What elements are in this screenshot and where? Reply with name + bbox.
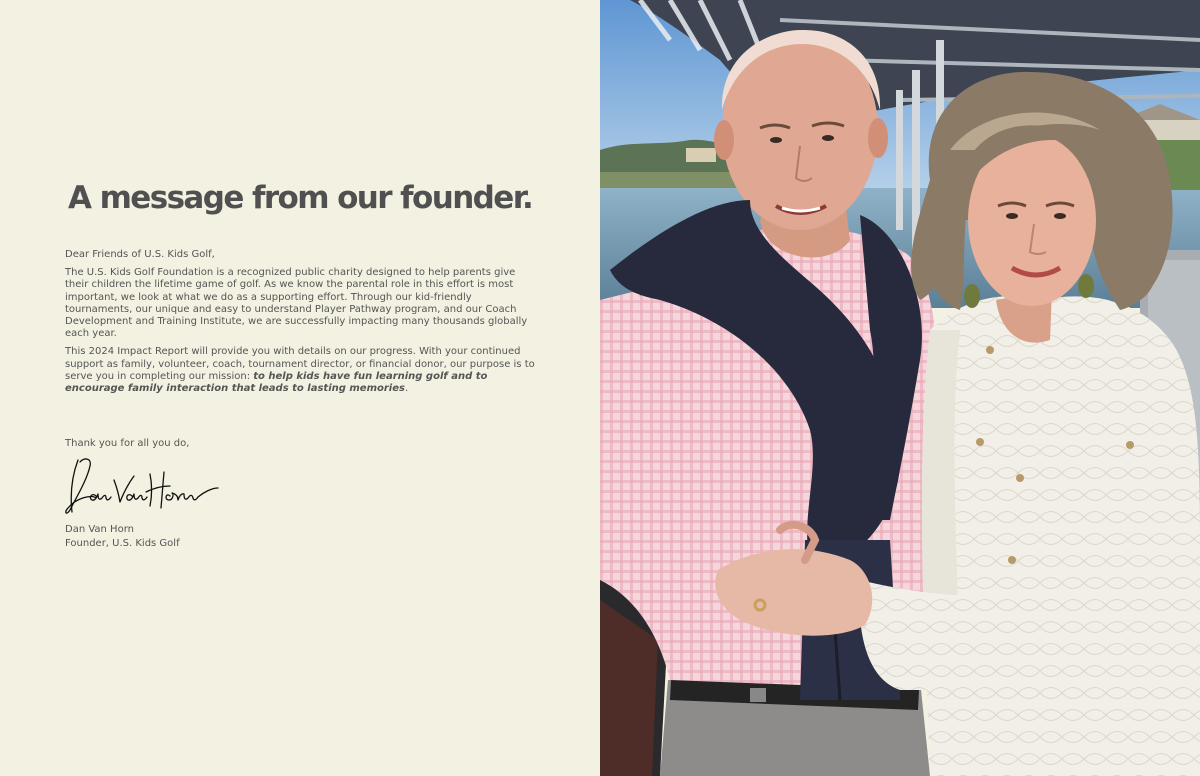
paragraph-impact-lead: This 2024 Impact Report will provide you with details on our progress. With your continued support as family, volunteer, coach, tournament director, or financial donor, our purpose is to serve you in completing our mission: [65,346,535,382]
page-title: A message from our founder. [68,180,533,216]
signer-title: Founder, U.S. Kids Golf [65,538,180,549]
founder-photo [600,0,1200,776]
closing-line: Thank you for all you do, [65,438,190,449]
paragraph-impact-end: . [404,383,409,395]
signature [62,452,222,518]
paragraph-intro: The U.S. Kids Golf Foundation is a recognized public charity designed to help parents give their children the lifetime game of golf. As we know the parental role in this effort is most important, we look at what we do as a supporting effort. Through our kid-friendly tournaments, our unique and easy to understand Player Pathway program, and our Coach Development and Training Institute, we are successfully impacting many thousands globally each year. [65,267,528,340]
salutation: Dear Friends of U.S. Kids Golf, [65,249,215,260]
mission-statement: to help kids have fun learning golf and to encourage family interaction that leads to lasting memories [65,370,488,395]
signer-name: Dan Van Horn [65,524,134,535]
paragraph-impact [65,346,537,395]
letter-body [65,249,537,401]
founder-couple-photo [600,0,1200,776]
